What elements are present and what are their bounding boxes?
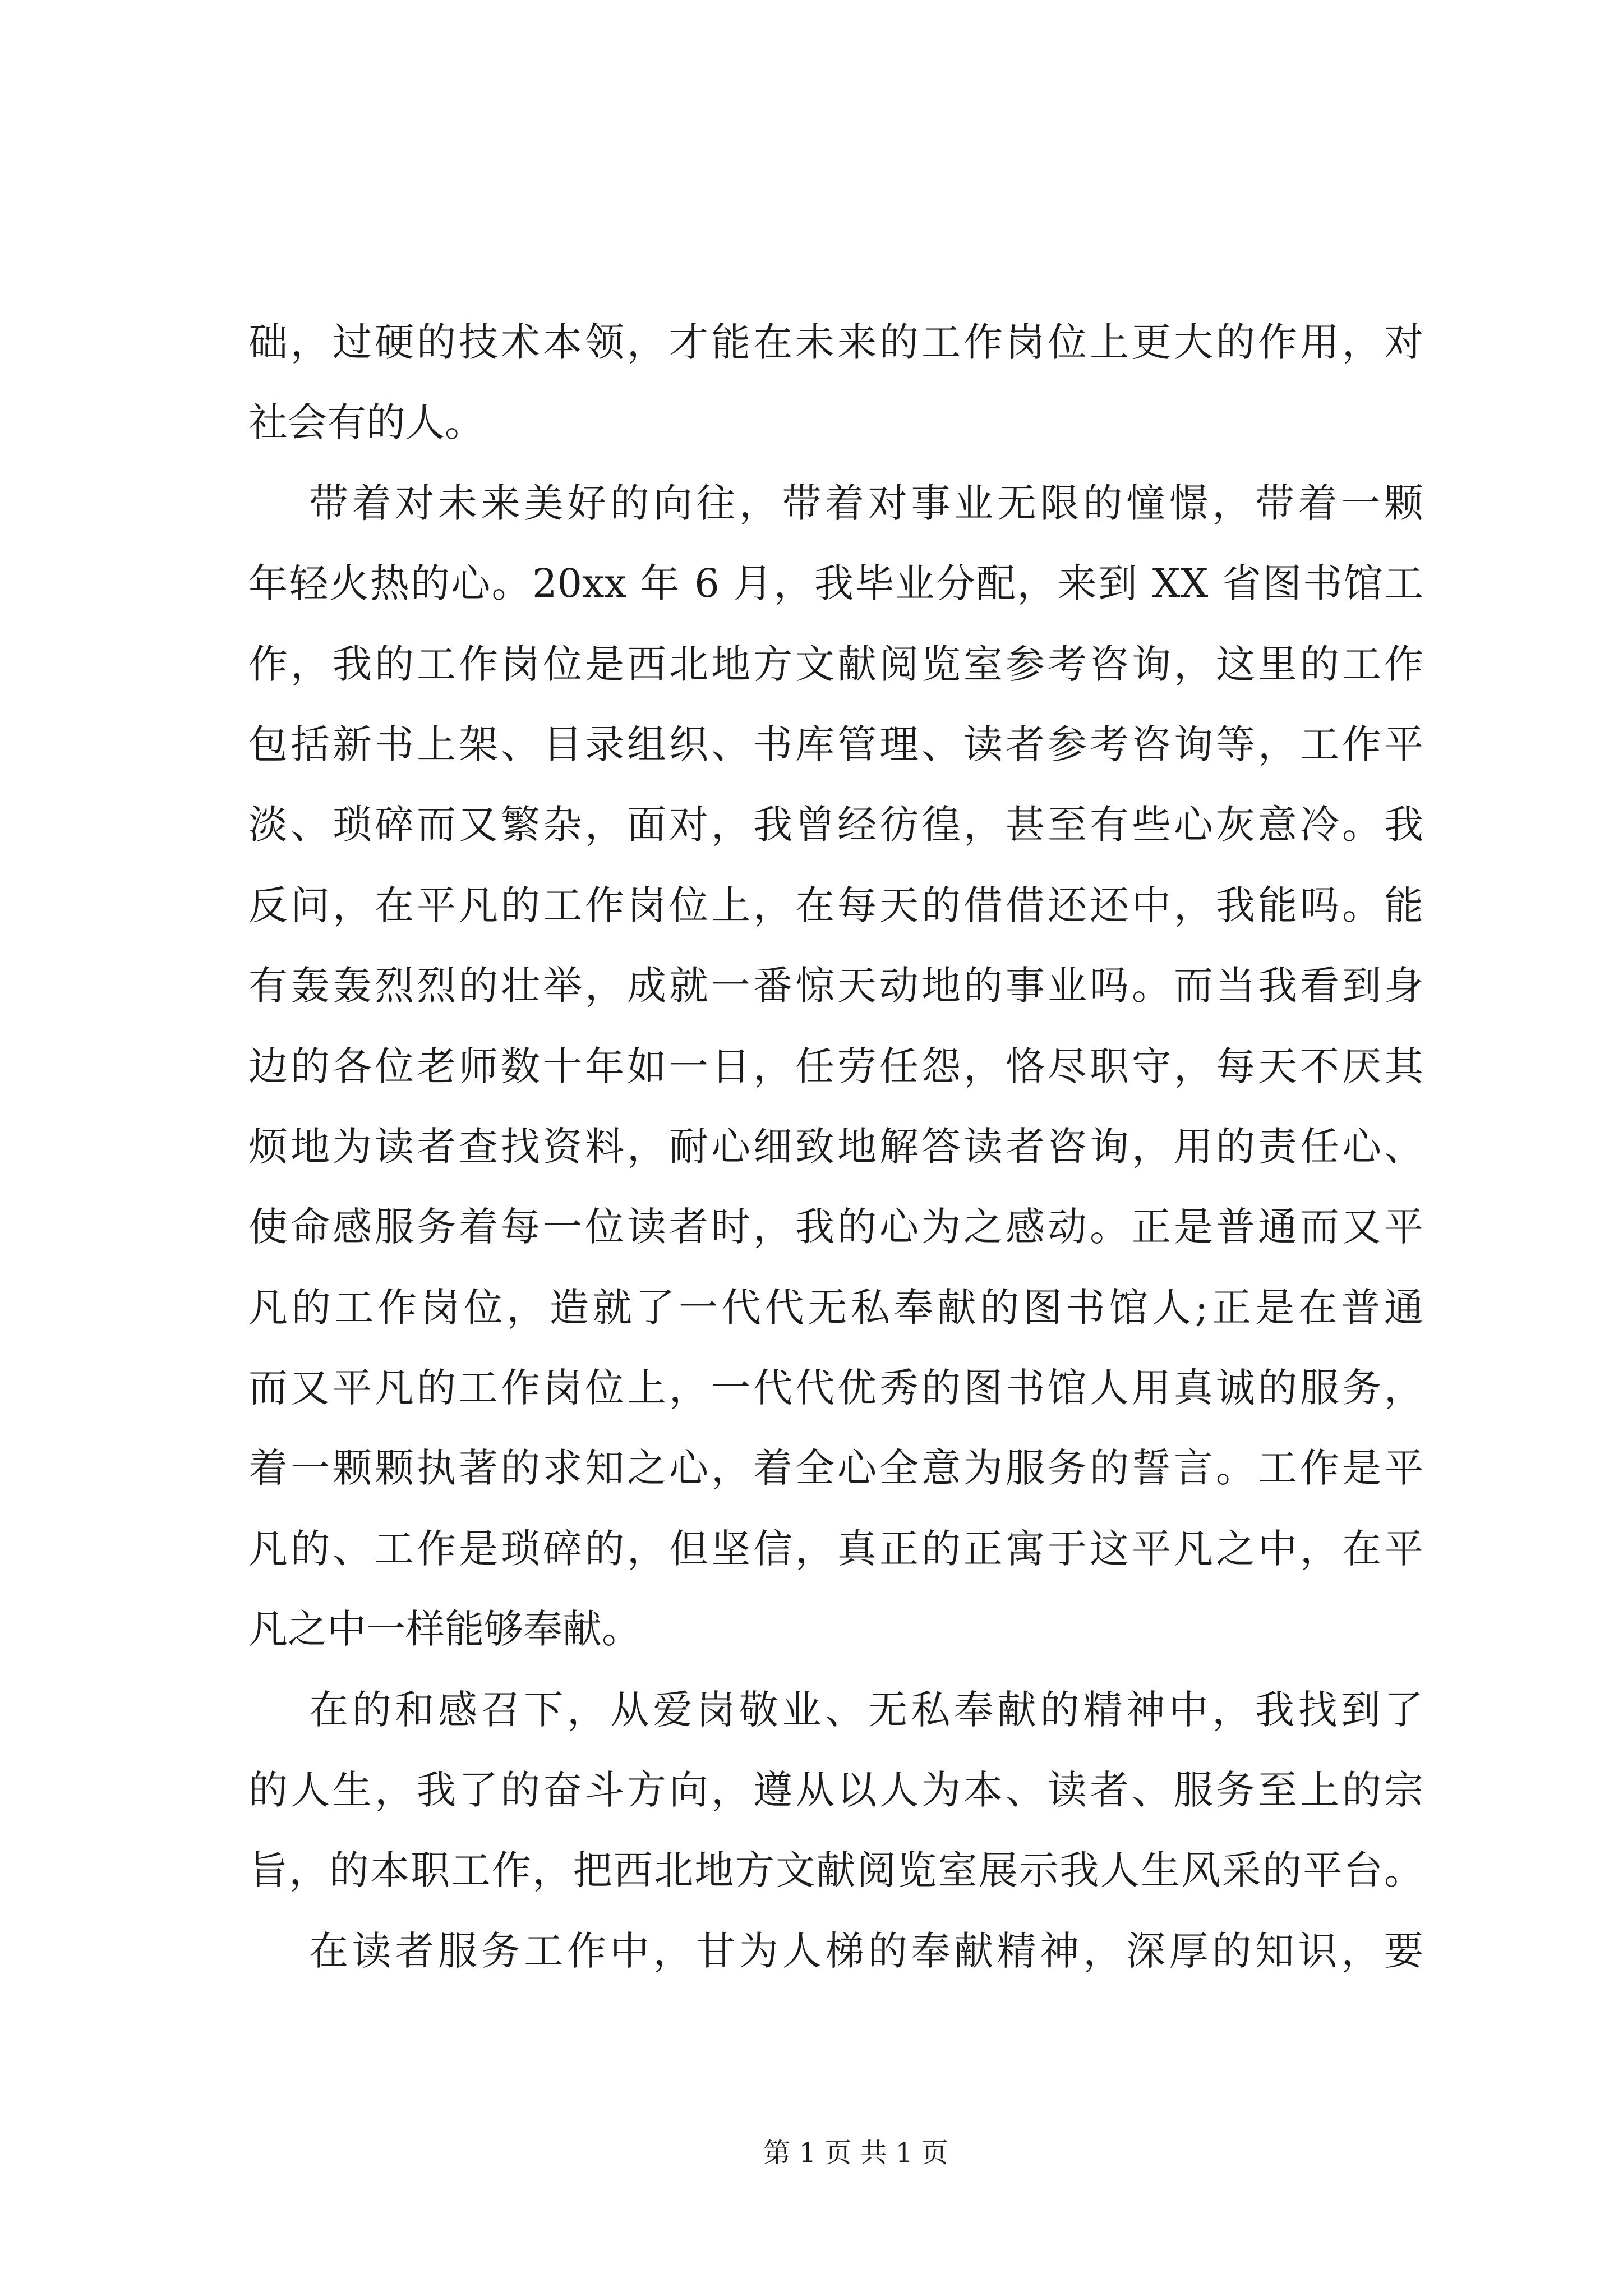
paragraph bbox=[248, 1911, 1423, 1991]
text-line: 础，过硬的技术本领，才能在未来的工作岗位上更大的作用，对 bbox=[248, 319, 1423, 365]
text-line: 旨，的本职工作，把西北地方文献阅览室展示我人生风采的平台。 bbox=[248, 1847, 1423, 1894]
text-line: 的人生，我了的奋斗方向，遵从以人为本、读者、服务至上的宗 bbox=[248, 1767, 1423, 1814]
text-line: 烦地为读者查找资料，耐心细致地解答读者咨询，用的责任心、 bbox=[248, 1123, 1423, 1170]
text-line: 在读者服务工作中，甘为人梯的奉献精神，深厚的知识，要 bbox=[309, 1927, 1423, 1974]
paragraph bbox=[248, 1670, 1423, 1911]
body-text bbox=[248, 302, 1423, 1991]
text-line: 反问，在平凡的工作岗位上，在每天的借借还还中，我能吗。能 bbox=[248, 882, 1423, 928]
text-line: 而又平凡的工作岗位上，一代代优秀的图书馆人用真诚的服务， bbox=[248, 1365, 1423, 1411]
text-line: 淡、琐碎而又繁杂，面对，我曾经彷徨，甚至有些心灰意冷。我 bbox=[248, 802, 1423, 848]
paragraph bbox=[248, 463, 1423, 1670]
text-line: 带着对未来美好的向往，带着对事业无限的憧憬，带着一颗 bbox=[309, 480, 1423, 526]
paragraph bbox=[248, 302, 1423, 463]
text-line: 凡的、工作是琐碎的，但坚信，真正的正寓于这平凡之中，在平 bbox=[248, 1525, 1423, 1572]
text-line: 使命感服务着每一位读者时，我的心为之感动。正是普通而又平 bbox=[248, 1204, 1423, 1250]
text-line: 作，我的工作岗位是西北地方文献阅览室参考咨询，这里的工作 bbox=[248, 641, 1423, 687]
text-line: 凡之中一样能够奉献。 bbox=[248, 1606, 641, 1653]
text-line: 凡的工作岗位，造就了一代代无私奉献的图书馆人;正是在普通 bbox=[248, 1284, 1423, 1331]
text-line: 社会有的人。 bbox=[248, 399, 484, 446]
text-line: 包括新书上架、目录组织、书库管理、读者参考咨询等，工作平 bbox=[248, 721, 1423, 767]
page-footer: 第 1 页 共 1 页 bbox=[763, 2137, 948, 2169]
text-line: 在的和感召下，从爱岗敬业、无私奉献的精神中，我找到了 bbox=[309, 1686, 1423, 1733]
text-line: 着一颗颗执著的求知之心，着全心全意为服务的誓言。工作是平 bbox=[248, 1445, 1423, 1492]
text-line: 年轻火热的心。20xx 年 6 月，我毕业分配，来到 XX 省图书馆工 bbox=[248, 560, 1423, 607]
text-line: 边的各位老师数十年如一日，任劳任怨，恪尽职守，每天不厌其 bbox=[248, 1043, 1423, 1089]
text-line: 有轰轰烈烈的壮举，成就一番惊天动地的事业吗。而当我看到身 bbox=[248, 963, 1423, 1009]
